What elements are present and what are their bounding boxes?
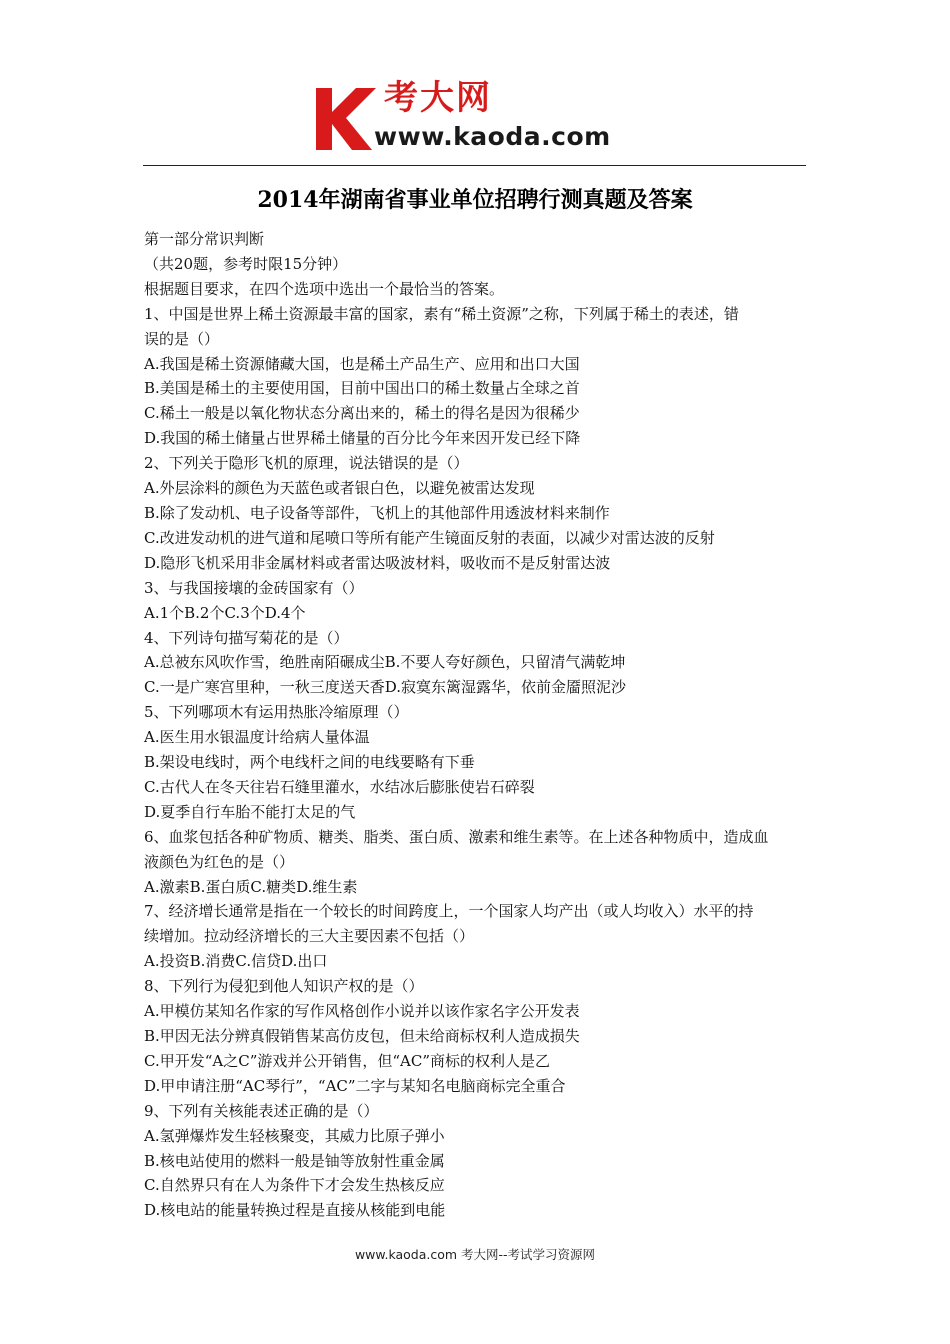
document-line: 3、与我国接壤的金砖国家有（）	[144, 578, 364, 597]
document-line: B.美国是稀土的主要使用国，目前中国出口的稀土数量占全球之首	[144, 379, 580, 398]
document-line: A.外层涂料的颜色为天蓝色或者银白色，以避免被雷达发现	[144, 479, 535, 498]
document-body	[144, 227, 810, 1223]
document-line: 第一部分常识判断	[144, 230, 265, 248]
page-footer: www.kaoda.com 考大网--考试学习资源网	[354, 1247, 596, 1262]
document-line: C.改进发动机的进气道和尾喷口等所有能产生镜面反射的表面，以减少对雷达波的反射	[144, 528, 715, 547]
document-line: D.甲申请注册“AC琴行”，“AC”二字与某知名电脑商标完全重合	[144, 1076, 566, 1095]
document-line: A.甲模仿某知名作家的写作风格创作小说并以该作家名字公开发表	[144, 1002, 580, 1021]
document-line: 2、下列关于隐形飞机的原理，说法错误的是（）	[144, 454, 469, 473]
document-line: A.激素B.蛋白质C.糖类D.维生素	[144, 877, 358, 896]
document-line: 液颜色为红色的是（）	[144, 852, 295, 871]
document-line: 8、下列行为侵犯到他人知识产权的是（）	[144, 977, 424, 996]
document-line: 续增加。拉动经济增长的三大主要因素不包括（）	[144, 927, 475, 946]
document-title: 2014年湖南省事业单位招聘行测真题及答案	[257, 187, 693, 213]
document-line: A.投资B.消费C.信贷D.出口	[144, 952, 328, 971]
document-line: 7、经济增长通常是指在一个较长的时间跨度上，一个国家人均产出（或人均收入）水平的持	[144, 902, 754, 921]
document-line: 1、中国是世界上稀土资源最丰富的国家，素有“稀土资源”之称，下列属于稀土的表述，错	[144, 304, 739, 323]
document-line: A.我国是稀土资源储藏大国，也是稀土产品生产、应用和出口大国	[144, 354, 580, 373]
document-line: 根据题目要求，在四个选项中选出一个最恰当的答案。	[144, 279, 505, 298]
document-line: C.古代人在冬天往岩石缝里灌水，水结冰后膨胀使岩石碎裂	[144, 777, 535, 796]
document-line: D.我国的稀土储量占世界稀土储量的百分比今年来因开发已经下降	[144, 429, 581, 448]
document-line: D.核电站的能量转换过程是直接从核能到电能	[144, 1201, 446, 1220]
document-line: 误的是（）	[144, 329, 220, 348]
logo-url: www.kaoda.com	[374, 122, 611, 151]
document-line: A.氢弹爆炸发生轻核聚变，其威力比原子弹小	[144, 1126, 445, 1145]
document-line: C.稀土一般是以氧化物状态分离出来的，稀土的得名是因为很稀少	[144, 404, 580, 423]
document-line: （共20题，参考时限15分钟）	[144, 254, 348, 273]
document-line: A.医生用水银温度计给病人量体温	[144, 728, 370, 747]
document-line: B.架设电线时，两个电线杆之间的电线要略有下垂	[144, 753, 475, 772]
kaoda-logo	[310, 78, 650, 160]
document-line: C.甲开发“A之C”游戏并公开销售，但“AC”商标的权利人是乙	[144, 1051, 551, 1070]
document-line: A.1个B.2个C.3个D.4个	[144, 603, 306, 622]
document-line: 9、下列有关核能表述正确的是（）	[144, 1101, 379, 1120]
document-line: 4、下列诗句描写菊花的是（）	[144, 628, 349, 647]
header-divider	[143, 165, 806, 166]
document-line: C.自然界只有在人为条件下才会发生热核反应	[144, 1176, 445, 1195]
document-line: C.一是广寒宫里种，一秋三度送天香D.寂寞东篱湿露华，依前金靥照泥沙	[144, 678, 626, 697]
document-line: D.夏季自行车胎不能打太足的气	[144, 802, 356, 821]
logo-site-name: 考大网	[384, 78, 492, 118]
document-line: A.总被东风吹作雪，绝胜南陌碾成尘B.不要人夸好颜色，只留清气满乾坤	[144, 653, 626, 672]
document-line: B.核电站使用的燃料一般是铀等放射性重金属	[144, 1151, 445, 1170]
document-line: D.隐形飞机采用非金属材料或者雷达吸波材料，吸收而不是反射雷达波	[144, 553, 611, 572]
document-line: B.除了发动机、电子设备等部件，飞机上的其他部件用透波材料来制作	[144, 503, 610, 522]
document-line: 6、血浆包括各种矿物质、糖类、脂类、蛋白质、激素和维生素等。在上述各种物质中，造成血	[144, 827, 769, 846]
document-line: B.甲因无法分辨真假销售某高仿皮包，但未给商标权利人造成损失	[144, 1027, 580, 1045]
document-line: 5、下列哪项木有运用热胀冷缩原理（）	[144, 703, 409, 722]
